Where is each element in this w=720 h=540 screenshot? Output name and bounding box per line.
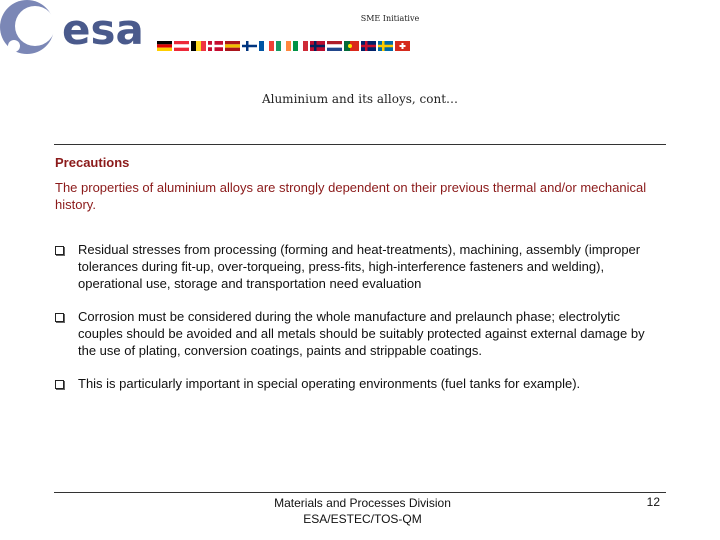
germany-flag	[157, 41, 172, 51]
ireland-flag	[276, 41, 291, 51]
italy-flag	[293, 41, 308, 51]
intro-paragraph: The properties of aluminium alloys are strongly dependent on their previous thermal and/or mechanical history.	[55, 180, 647, 212]
top-divider	[54, 144, 666, 145]
checkbox-bullet-icon	[55, 246, 64, 255]
bottom-divider	[54, 492, 666, 493]
esa-logo	[0, 0, 160, 58]
bullet-text: This is particularly important in special operating environments (fuel tanks for example).	[78, 376, 581, 391]
bullet-text: Corrosion must be considered during the whole manufacture and prelaunch phase; electrolytic couples should be avoided and all metals should be suitably protected against external damage by the use of plating, conversion coatings, paints and strippable coatings.	[78, 309, 645, 358]
belgium-flag	[191, 41, 206, 51]
checkbox-bullet-icon	[55, 380, 64, 389]
netherlands-flag	[327, 41, 342, 51]
footer-text	[230, 495, 495, 527]
denmark-flag	[208, 41, 223, 51]
footer-division: Materials and Processes Division	[274, 496, 451, 510]
logo-text: esa	[62, 5, 144, 54]
sweden-flag	[378, 41, 393, 51]
member-flags	[157, 41, 410, 51]
bullet-text: Residual stresses from processing (forming and heat-treatments), machining, assembly (improper tolerances during fit-up, over-torqueing, press-fits, high-interference fasteners and welding), operational use, storage and transportation need evaluation	[78, 242, 641, 291]
section-heading: Precautions	[55, 155, 130, 170]
page-number: 12	[646, 495, 660, 509]
switzerland-flag	[395, 41, 410, 51]
initiative-label: SME Initiative	[360, 14, 420, 23]
finland-flag	[242, 41, 257, 51]
norway-flag	[310, 41, 325, 51]
france-flag	[259, 41, 274, 51]
footer-office: ESA/ESTEC/TOS-QM	[303, 512, 422, 526]
slide-title: Aluminium and its alloys, cont…	[261, 92, 459, 106]
portugal-flag	[344, 41, 359, 51]
checkbox-bullet-icon	[55, 313, 64, 322]
uk-flag	[361, 41, 376, 51]
austria-flag	[174, 41, 189, 51]
spain-flag	[225, 41, 240, 51]
